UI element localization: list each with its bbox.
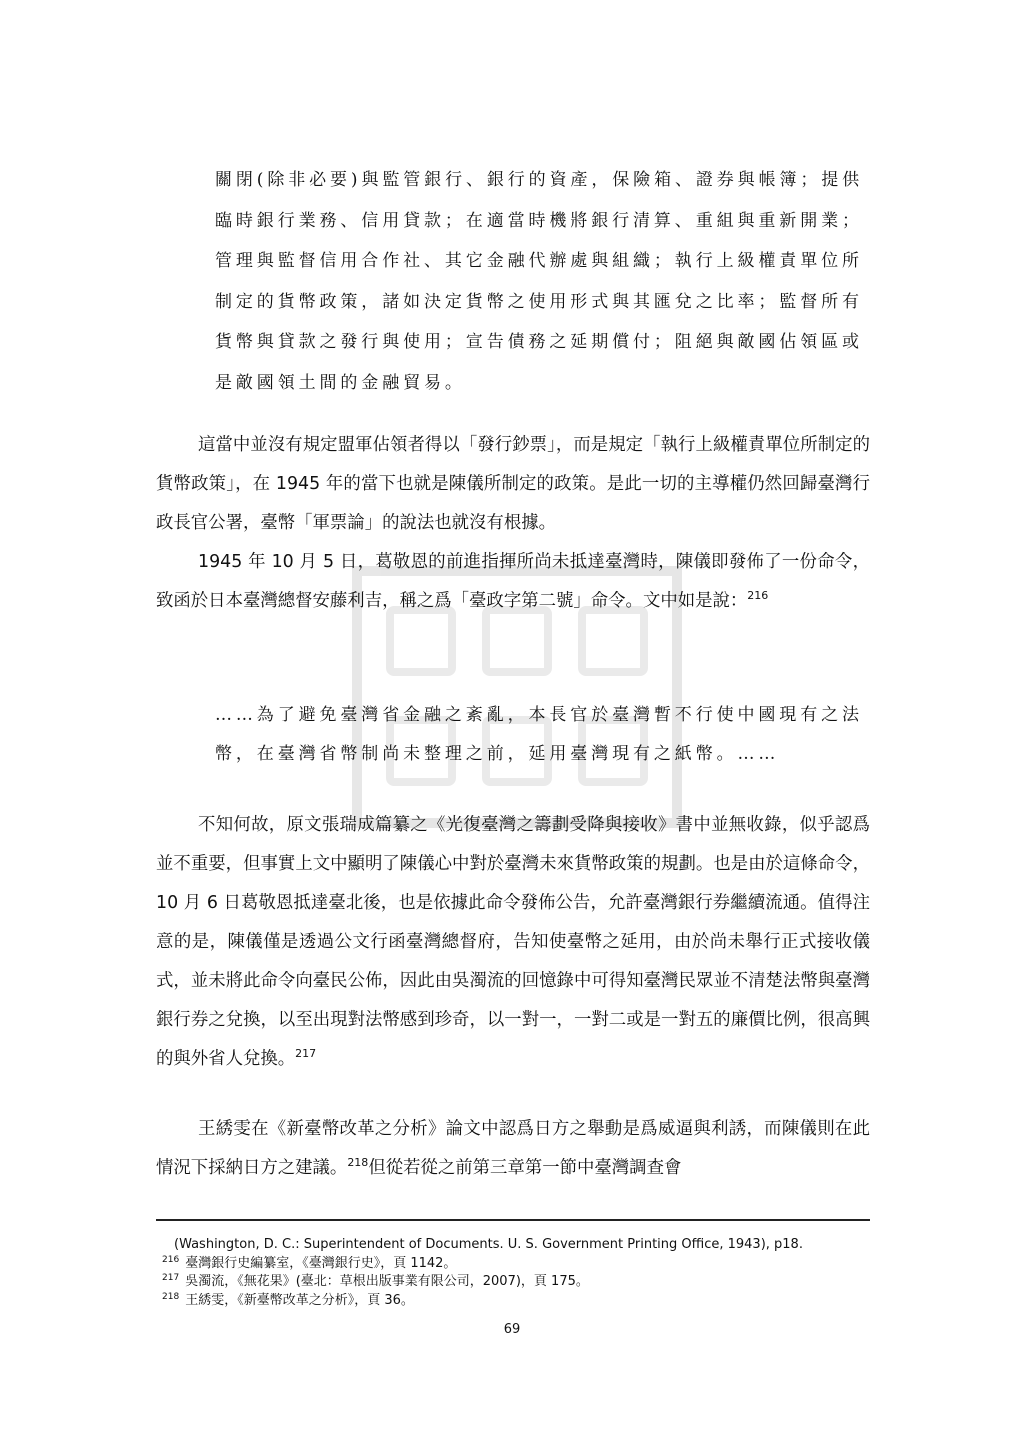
footnote-number: 218 [162, 1291, 180, 1302]
footnote-217 [162, 1273, 862, 1292]
footnote-number: 216 [162, 1254, 180, 1265]
footnote-text: 王綉雯，《新臺幣改革之分析》，頁 36。 [185, 1292, 414, 1308]
paragraph-2-text: 1945 年 10 月 5 日，葛敬恩的前進指揮所尚未抵達臺灣時，陳儀即發佈了一份命令，致函於日本臺灣總督安藤利吉，稱之爲「臺政字第二號」命令。文中如是說： [156, 552, 870, 611]
paragraph-3 [156, 806, 870, 1079]
footnotes [162, 1236, 862, 1310]
footnote-ref-217[interactable]: 217 [295, 1047, 317, 1060]
paragraph-1: 這當中並沒有規定盟軍佔領者得以「發行鈔票」，而是規定「執行上級權責單位所制定的貨幣政策」，在 1945 年的當下也就是陳儀所制定的政策。是此一切的主導權仍然回歸臺灣行政長官公署，臺幣「軍票論」的說法也就沒有根據。 [156, 435, 870, 533]
paragraph-2 [156, 543, 870, 621]
footnote-continuation: (Washington, D. C.: Superintendent of Documents. U. S. Government Printing Office, 1943), p18. [174, 1237, 803, 1252]
footnote-ref-216[interactable]: 216 [747, 589, 769, 602]
paragraph-4-text-b: 但從若從之前第三章第一節中臺灣調查會 [368, 1158, 682, 1178]
footnote-text: 臺灣銀行史編纂室，《臺灣銀行史》，頁 1142。 [185, 1255, 457, 1271]
page-number: 69 [503, 1322, 521, 1337]
footnote-218 [162, 1292, 862, 1311]
block-quote-order: ……為了避免臺灣省金融之紊亂，本長官於臺灣暫不行使中國現有之法幣，在臺灣省幣制尚未整理之前，延用臺灣現有之紙幣。…… [215, 705, 863, 764]
footnote-text: 吳濁流，《無花果》(臺北：草根出版事業有限公司，2007)，頁 175。 [185, 1274, 589, 1289]
footnote-number: 217 [162, 1273, 180, 1283]
block-quote-regulations: 關閉(除非必要)與監管銀行、銀行的資產，保險箱、證券與帳簿；提供臨時銀行業務、信用貸款；在適當時機將銀行清算、重組與重新開業；管理與監督信用合作社、其它金融代辦處與組織；執行上級權責單位所制定的貨幣政策，諸如決定貨幣之使用形式與其匯兌之比率；監督所有貨幣與貸款之發行與使用；宣告債務之延期償付；阻絕與敵國佔領區或是敵國領土間的金融貿易。 [215, 170, 864, 393]
footnote-separator [156, 1219, 870, 1221]
paragraph-4 [156, 1110, 870, 1188]
footnote-ref-218[interactable]: 218 [347, 1156, 369, 1169]
footnote-216 [162, 1255, 862, 1274]
paragraph-3-text: 不知何故，原文張瑞成篇纂之《光復臺灣之籌劃受降與接收》書中並無收錄，似乎認爲並不重要，但事實上文中顯明了陳儀心中對於臺灣未來貨幣政策的規劃。也是由於這條命令，10 月 6 日葛敬恩抵達臺北後，也是依據此命令發佈公告，允許臺灣銀行券繼續流通。值得注意的是，陳儀僅是透過公文行函臺灣總督府，告知使臺幣之延用，由於尚未舉行正式接收儀式，並未將此命令向臺民公佈，因此由吳濁流的回憶錄中可得知臺灣民眾並不清楚法幣與臺灣銀行券之兌換，以至出現對法幣感到珍奇，以一對一，一對二或是一對五的廉價比例，很高興的與外省人兌換。 [156, 815, 870, 1069]
paragraph-4-text-a: 王綉雯在《新臺幣改革之分析》論文中認爲日方之舉動是爲威逼與利誘，而陳儀則在此情況下採納日方之建議。 [156, 1119, 870, 1178]
